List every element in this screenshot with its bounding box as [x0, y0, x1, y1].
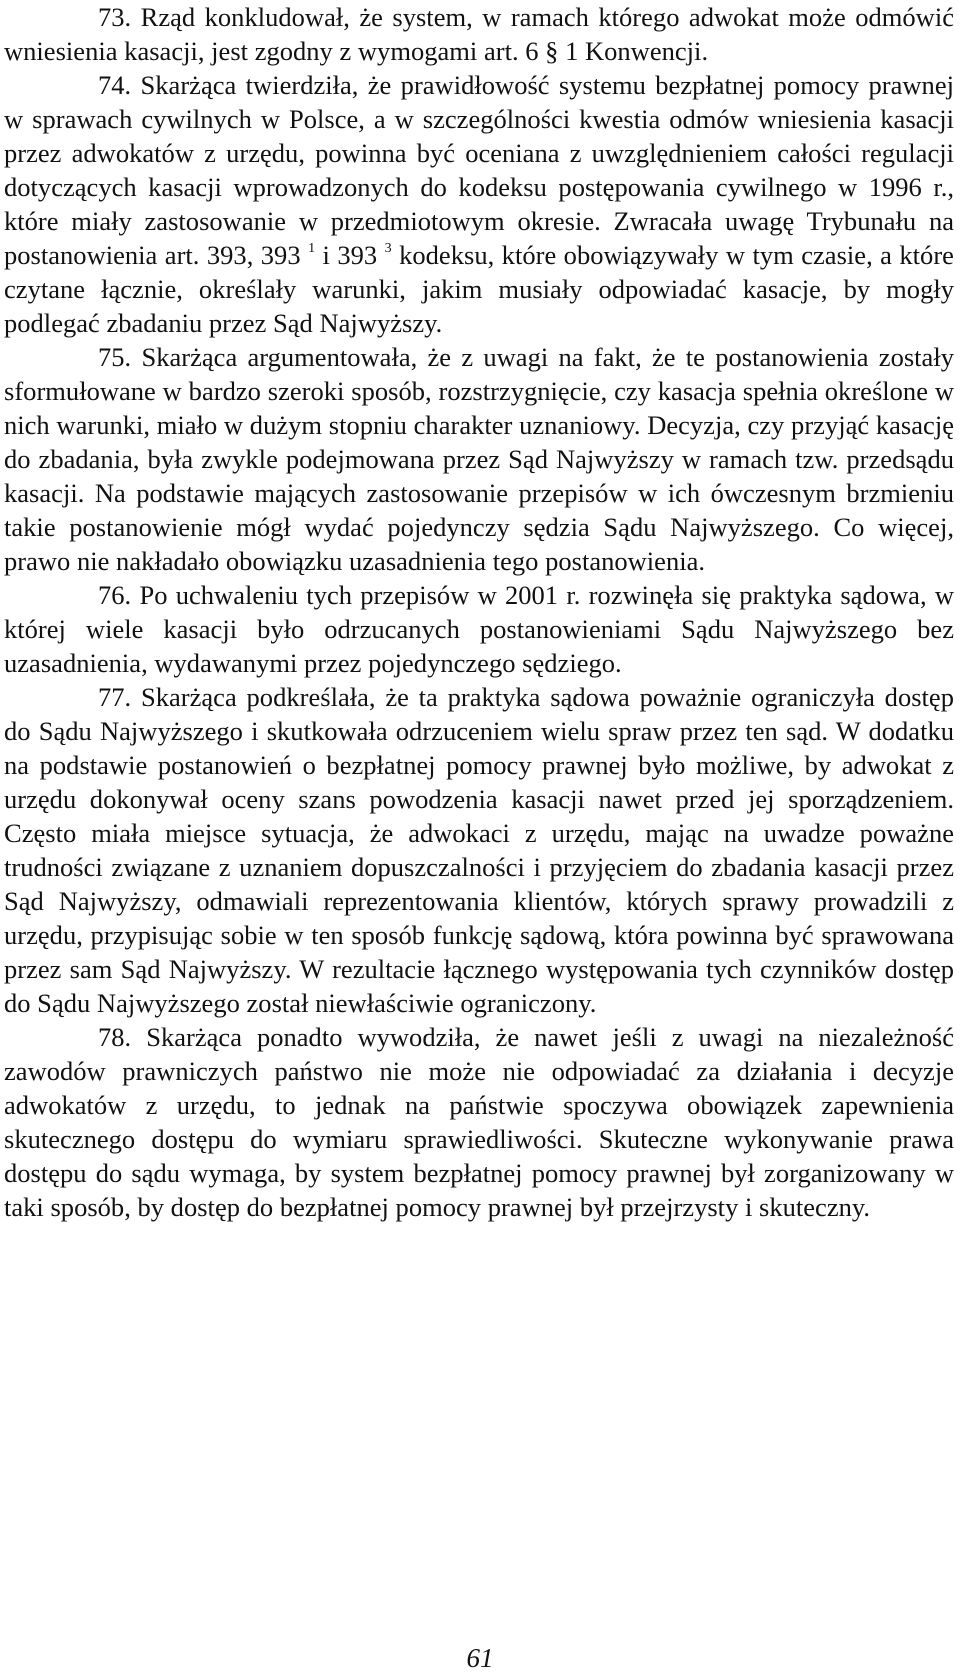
document-page [4, 0, 954, 1224]
paragraph-74 [4, 68, 954, 340]
page-number: 61 [466, 1643, 494, 1673]
paragraph-text: Rząd konkludował, że system, w ramach którego adwokat może odmówić wniesienia kasacji, jest zgodny z wymogami art. 6 § 1 Konwencji. [4, 2, 954, 66]
paragraph-number: 76. [98, 580, 132, 610]
superscript: 3 [384, 241, 392, 257]
superscript: 1 [308, 241, 316, 257]
paragraph-text: kodeksu, które obowiązywały w tym czasie, a które czytane łącznie, określały warunki, jakim musiały odpowiadać kasacje, by mogły podlegać zbadaniu przez Sąd Najwyższy. [4, 240, 954, 338]
paragraph-number: 78. [98, 1022, 132, 1052]
paragraph-73 [4, 0, 954, 68]
paragraph-77 [4, 680, 954, 1020]
paragraph-number: 73. [98, 2, 132, 32]
paragraph-text: i 393 [322, 240, 378, 270]
paragraph-76 [4, 578, 954, 680]
paragraph-text: Skarżąca ponadto wywodziła, że nawet jeśli z uwagi na niezależność zawodów prawniczych państwo nie może nie odpowiadać za działania i decyzje adwokatów z urzędu, to jednak na państwie spoczywa obowiązek zapewnienia skutecznego dostępu do wymiaru sprawiedliwości. Skuteczne wykonywanie prawa dostępu do sądu wymaga, by system bezpłatnej pomocy prawnej był zorganizowany w taki sposób, by dostęp do bezpłatnej pomocy prawnej był przejrzysty i skuteczny. [4, 1022, 954, 1222]
paragraph-78 [4, 1020, 954, 1224]
paragraph-text: Skarżąca argumentowała, że z uwagi na fakt, że te postanowienia zostały sformułowane w bardzo szeroki sposób, rozstrzygnięcie, czy kasacja spełnia określone w nich warunki, miało w dużym stopniu charakter uznaniowy. Decyzja, czy przyjąć kasację do zbadania, była zwykle podejmowana przez Sąd Najwyższy w ramach tzw. przedsądu kasacji. Na podstawie mających zastosowanie przepisów w ich ówczesnym brzmieniu takie postanowienie mógł wydać pojedynczy sędzia Sądu Najwyższego. Co więcej, prawo nie nakładało obowiązku uzasadnienia tego postanowienia. [4, 342, 954, 576]
paragraph-number: 75. [98, 342, 132, 372]
paragraph-number: 74. [98, 70, 132, 100]
paragraph-text: Po uchwaleniu tych przepisów w 2001 r. rozwinęła się praktyka sądowa, w której wiele kasacji było odrzucanych postanowieniami Sądu Najwyższego bez uzasadnienia, wydawanymi przez pojedynczego sędziego. [4, 580, 954, 678]
paragraph-text: Skarżąca twierdziła, że prawidłowość systemu bezpłatnej pomocy prawnej w sprawach cywilnych w Polsce, a w szczególności kwestia odmów wniesienia kasacji przez adwokatów z urzędu, powinna być oceniana z uwzględnieniem całości regulacji dotyczących kasacji wprowadzonych do kodeksu postępowania cywilnego w 1996 r., które miały zastosowanie w przedmiotowym okresie. Zwracała uwagę Trybunału na postanowienia art. 393, 393 [4, 70, 954, 270]
paragraph-75 [4, 340, 954, 578]
paragraph-text: Skarżąca podkreślała, że ta praktyka sądowa poważnie ograniczyła dostęp do Sądu Najwyższego i skutkowała odrzuceniem wielu spraw przez ten sąd. W dodatku na podstawie postanowień o bezpłatnej pomocy prawnej było możliwe, by adwokat z urzędu dokonywał oceny szans powodzenia kasacji nawet przed jej sporządzeniem. Często miała miejsce sytuacja, że adwokaci z urzędu, mając na uwadze poważne trudności związane z uznaniem dopuszczalności i przyjęciem do zbadania kasacji przez Sąd Najwyższy, odmawiali reprezentowania klientów, których sprawy prowadzili z urzędu, przypisując sobie w ten sposób funkcję sądową, która powinna być sprawowana przez sam Sąd Najwyższy. W rezultacie łącznego występowania tych czynników dostęp do Sądu Najwyższego został niewłaściwie ograniczony. [4, 682, 954, 1018]
paragraph-number: 77. [98, 682, 132, 712]
